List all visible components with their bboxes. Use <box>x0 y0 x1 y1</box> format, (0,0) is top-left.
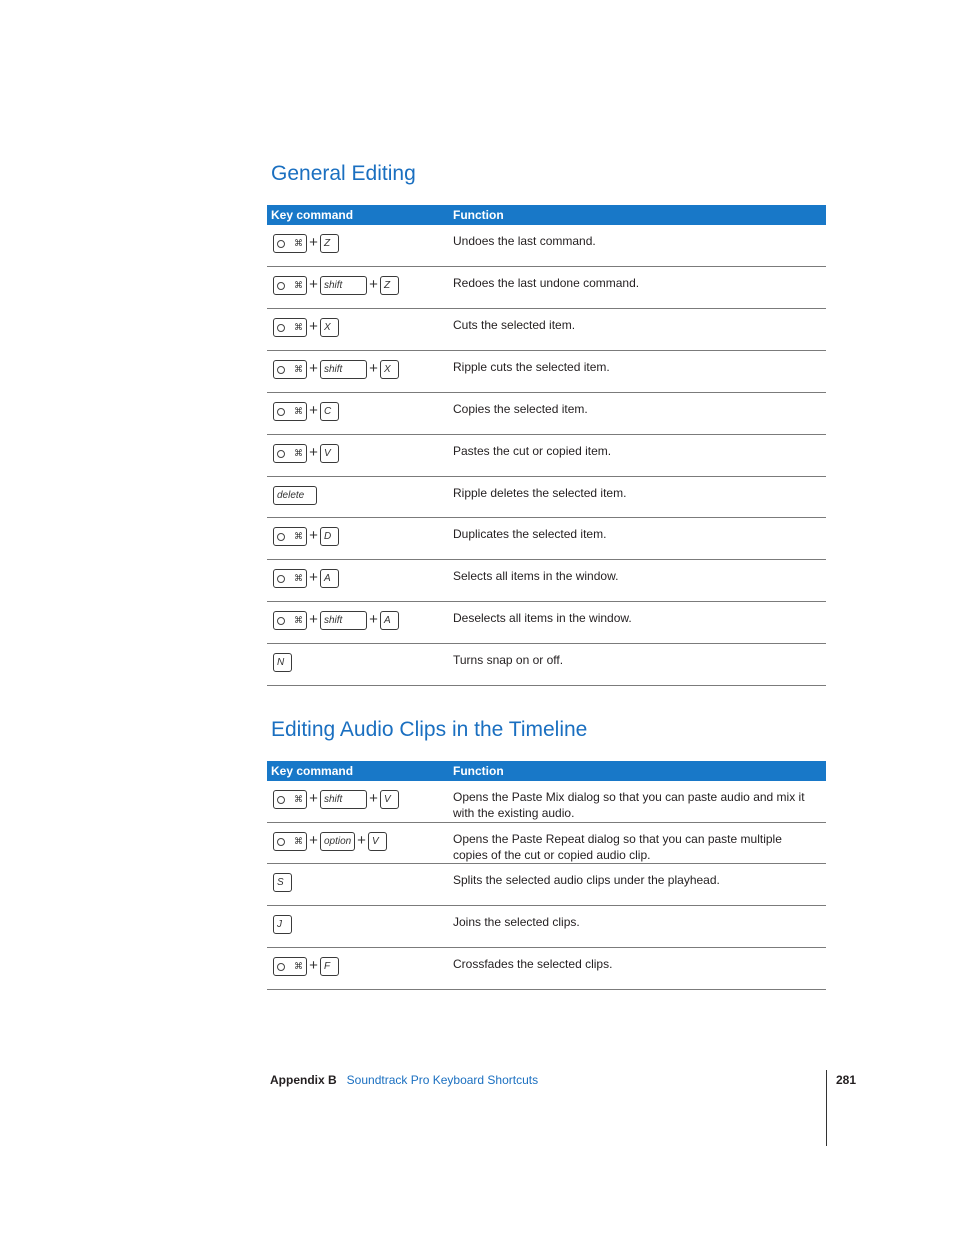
function-description: Duplicates the selected item. <box>453 527 607 541</box>
key-command-cell <box>267 393 453 434</box>
editing-audio-clips-table <box>267 761 826 990</box>
a-key: A <box>320 569 339 588</box>
x-key: X <box>380 360 399 379</box>
function-description: Deselects all items in the window. <box>453 611 632 625</box>
cmd-symbol-icon: ⌘ <box>294 406 303 416</box>
c-key: C <box>320 402 339 421</box>
option-key: option <box>320 832 355 851</box>
key-command-cell <box>267 781 453 822</box>
plus-sign: + <box>309 569 318 586</box>
command-key-icon <box>273 790 307 809</box>
cmd-symbol-icon: ⌘ <box>294 364 303 374</box>
shift-key: shift <box>320 360 367 379</box>
command-key-icon <box>273 527 307 546</box>
key-command-cell <box>267 518 453 559</box>
command-key-icon <box>273 444 307 463</box>
apple-icon <box>277 533 285 541</box>
shift-key: shift <box>320 611 367 630</box>
key-command-cell <box>267 351 453 392</box>
table-row <box>267 393 826 435</box>
function-description: Pastes the cut or copied item. <box>453 444 612 458</box>
plus-sign: + <box>309 611 318 628</box>
v-key: V <box>368 832 387 851</box>
function-description: Opens the Paste Mix dialog so that you can paste audio and mix it with the existing audio. <box>453 790 805 820</box>
cmd-symbol-icon: ⌘ <box>294 322 303 332</box>
command-key-icon <box>273 957 307 976</box>
plus-sign: + <box>369 360 378 377</box>
key-command-cell <box>267 267 453 308</box>
section-title-editing-audio-clips: Editing Audio Clips in the Timeline <box>271 718 588 741</box>
cmd-symbol-icon: ⌘ <box>294 615 303 625</box>
plus-sign: + <box>369 276 378 293</box>
command-key-icon <box>273 569 307 588</box>
cmd-symbol-icon: ⌘ <box>294 573 303 583</box>
plus-sign: + <box>309 276 318 293</box>
key-command-cell <box>267 864 453 905</box>
function-description: Opens the Paste Repeat dialog so that you can paste multiple copies of the cut or copied audio clip. <box>453 832 782 862</box>
function-description: Turns snap on or off. <box>453 653 564 667</box>
header-key-command: Key command <box>271 208 354 222</box>
key-command-cell <box>267 948 453 989</box>
table-row <box>267 781 826 823</box>
cmd-symbol-icon: ⌘ <box>294 448 303 458</box>
command-key-icon <box>273 611 307 630</box>
apple-icon <box>277 408 285 416</box>
footer-divider <box>826 1070 827 1146</box>
table-row <box>267 518 826 560</box>
apple-icon <box>277 366 285 374</box>
shift-key: shift <box>320 276 367 295</box>
command-key-icon <box>273 234 307 253</box>
cmd-symbol-icon: ⌘ <box>294 794 303 804</box>
command-key-icon <box>273 276 307 295</box>
apple-icon <box>277 963 285 971</box>
delete-key: delete <box>273 486 317 505</box>
function-description: Joins the selected clips. <box>453 915 580 929</box>
function-description: Copies the selected item. <box>453 402 588 416</box>
page-number: 281 <box>836 1073 857 1087</box>
function-description: Splits the selected audio clips under the playhead. <box>453 873 720 887</box>
header-function: Function <box>453 208 504 222</box>
f-key: F <box>320 957 339 976</box>
apple-icon <box>277 838 285 846</box>
table-row <box>267 309 826 351</box>
header-function: Function <box>453 764 504 778</box>
z-key: Z <box>380 276 399 295</box>
apple-icon <box>277 617 285 625</box>
key-command-cell <box>267 602 453 643</box>
table-row <box>267 948 826 990</box>
a-key: A <box>380 611 399 630</box>
plus-sign: + <box>369 790 378 807</box>
plus-sign: + <box>309 957 318 974</box>
command-key-icon <box>273 360 307 379</box>
plus-sign: + <box>369 611 378 628</box>
cmd-symbol-icon: ⌘ <box>294 280 303 290</box>
function-description: Undoes the last command. <box>453 234 596 248</box>
key-command-cell <box>267 906 453 947</box>
plus-sign: + <box>309 444 318 461</box>
table-row <box>267 267 826 309</box>
cmd-symbol-icon: ⌘ <box>294 961 303 971</box>
function-description: Cuts the selected item. <box>453 318 576 332</box>
plus-sign: + <box>309 402 318 419</box>
table-row <box>267 906 826 948</box>
key-command-cell <box>267 477 453 517</box>
table-row <box>267 477 826 518</box>
apple-icon <box>277 324 285 332</box>
key-command-cell <box>267 225 453 266</box>
plus-sign: + <box>309 832 318 849</box>
table-row <box>267 644 826 686</box>
table-row <box>267 435 826 477</box>
section-title-general-editing: General Editing <box>271 162 416 185</box>
j-key: J <box>273 915 292 934</box>
z-key: Z <box>320 234 339 253</box>
command-key-icon <box>273 402 307 421</box>
command-key-icon <box>273 832 307 851</box>
key-command-cell <box>267 435 453 476</box>
plus-sign: + <box>309 527 318 544</box>
key-command-cell <box>267 823 453 863</box>
footer-appendix: Appendix B <box>270 1073 337 1087</box>
function-description: Redoes the last undone command. <box>453 276 640 290</box>
page-footer <box>270 1073 538 1087</box>
plus-sign: + <box>309 234 318 251</box>
plus-sign: + <box>309 360 318 377</box>
table-row <box>267 225 826 267</box>
s-key: S <box>273 873 292 892</box>
cmd-symbol-icon: ⌘ <box>294 238 303 248</box>
apple-icon <box>277 240 285 248</box>
function-description: Ripple cuts the selected item. <box>453 360 610 374</box>
d-key: D <box>320 527 339 546</box>
table-header <box>267 205 826 225</box>
apple-icon <box>277 796 285 804</box>
table-row <box>267 560 826 602</box>
table-row <box>267 864 826 906</box>
function-description: Crossfades the selected clips. <box>453 957 613 971</box>
v-key: V <box>380 790 399 809</box>
general-editing-table <box>267 205 826 686</box>
command-key-icon <box>273 318 307 337</box>
apple-icon <box>277 282 285 290</box>
shift-key: shift <box>320 790 367 809</box>
apple-icon <box>277 450 285 458</box>
key-command-cell <box>267 644 453 685</box>
table-row <box>267 823 826 864</box>
apple-icon <box>277 575 285 583</box>
function-description: Ripple deletes the selected item. <box>453 486 627 500</box>
function-description: Selects all items in the window. <box>453 569 619 583</box>
table-header <box>267 761 826 781</box>
plus-sign: + <box>357 832 366 849</box>
v-key: V <box>320 444 339 463</box>
table-row <box>267 351 826 393</box>
footer-chapter-link[interactable]: Soundtrack Pro Keyboard Shortcuts <box>346 1073 539 1087</box>
key-command-cell <box>267 309 453 350</box>
plus-sign: + <box>309 318 318 335</box>
x-key: X <box>320 318 339 337</box>
plus-sign: + <box>309 790 318 807</box>
cmd-symbol-icon: ⌘ <box>294 531 303 541</box>
header-key-command: Key command <box>271 764 354 778</box>
key-command-cell <box>267 560 453 601</box>
table-row <box>267 602 826 644</box>
cmd-symbol-icon: ⌘ <box>294 836 303 846</box>
n-key: N <box>273 653 292 672</box>
